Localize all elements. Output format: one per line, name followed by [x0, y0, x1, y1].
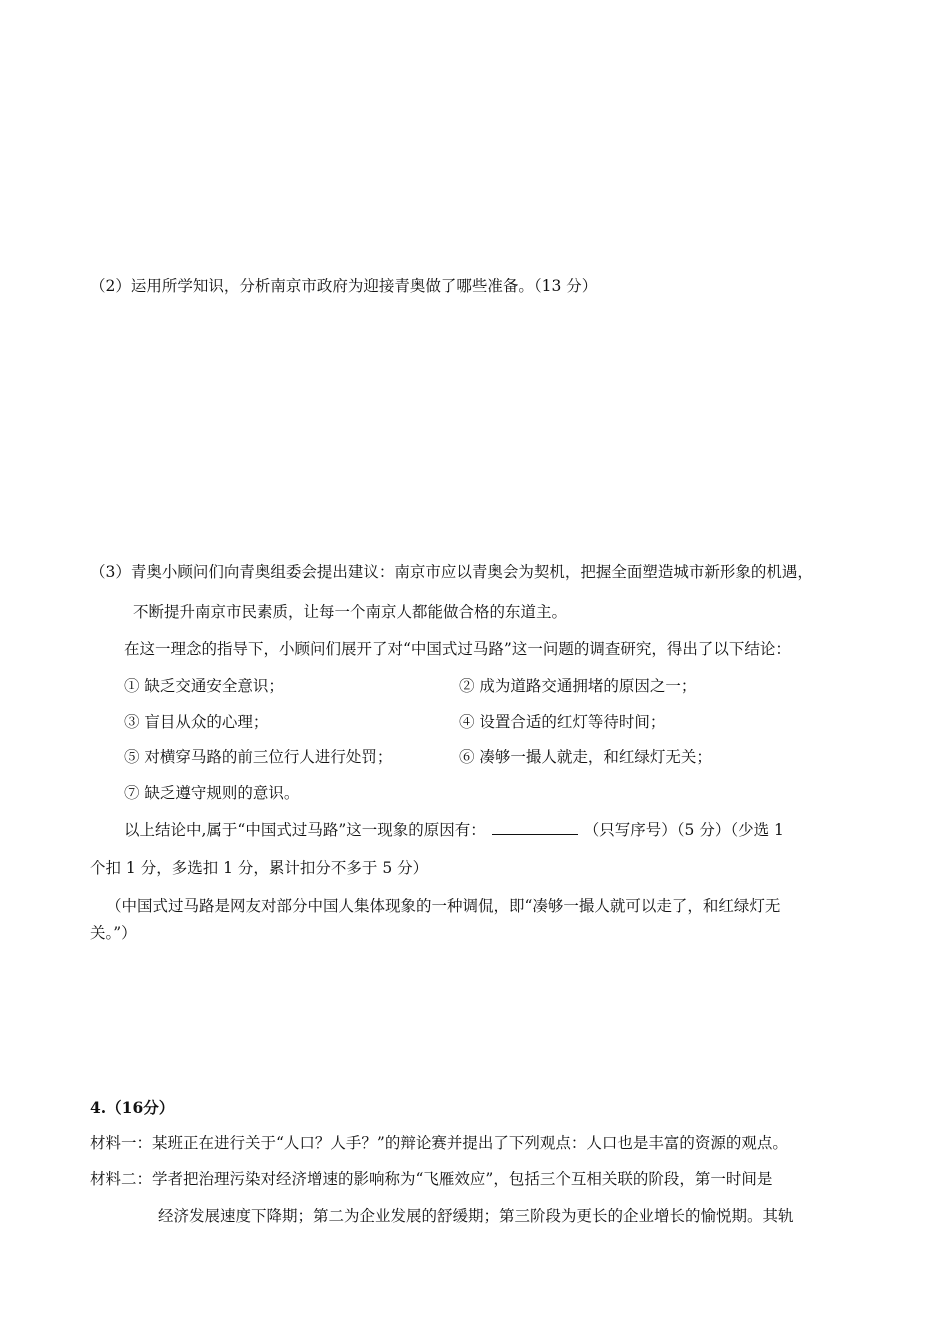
- option-7: ⑦ 缺乏遵守规则的意识。: [124, 784, 300, 802]
- q3-question-after: （只写序号）（5 分）（少选 1: [583, 821, 784, 839]
- q4-material2-line2: 经济发展速度下降期；第二为企业发展的舒缓期；第三阶段为更长的企业增长的愉悦期。其轨: [158, 1207, 794, 1225]
- answer-blank[interactable]: [492, 820, 578, 835]
- q3-question: [124, 820, 784, 840]
- q4-header: 4.（16分）: [90, 1098, 175, 1117]
- q3-question-before: 以上结论中,属于“中国式过马路”这一现象的原因有：: [124, 821, 486, 839]
- q3-line1: （3）青奥小顾问们向青奥组委会提出建议：南京市应以青奥会为契机，把握全面塑造城市新形象的机遇，: [90, 563, 813, 581]
- option-1: ① 缺乏交通安全意识；: [124, 677, 284, 695]
- q3-note-line1: （中国式过马路是网友对部分中国人集体现象的一种调侃，即“凑够一撮人就可以走了，和红绿灯无: [106, 897, 781, 915]
- option-2: ② 成为道路交通拥堵的原因之一；: [459, 677, 697, 695]
- option-4: ④ 设置合适的红灯等待时间；: [459, 713, 666, 731]
- option-6: ⑥ 凑够一撮人就走，和红绿灯无关；: [459, 748, 712, 766]
- option-5: ⑤ 对横穿马路的前三位行人进行处罚；: [124, 748, 393, 766]
- option-3: ③ 盲目从众的心理；: [124, 713, 269, 731]
- q3-line2: 不断提升南京市民素质，让每一个南京人都能做合格的东道主。: [133, 603, 568, 621]
- q4-material2-line1: 材料二：学者把治理污染对经济增速的影响称为“飞雁效应”，包括三个互相关联的阶段，第一时间是: [90, 1170, 773, 1188]
- q3-note-line2: 关。”）: [90, 924, 137, 942]
- q2-text: （2）运用所学知识，分析南京市政府为迎接青奥做了哪些准备。（13 分）: [90, 277, 598, 295]
- q3-question-line2: 个扣 1 分，多选扣 1 分，累计扣分不多于 5 分）: [90, 859, 429, 877]
- q4-material1: 材料一：某班正在进行关于“人口？人手？”的辩论赛并提出了下列观点：人口也是丰富的资源的观点。: [90, 1134, 788, 1152]
- q3-intro: 在这一理念的指导下，小顾问们展开了对“中国式过马路”这一问题的调查研究，得出了以下结论：: [124, 640, 791, 658]
